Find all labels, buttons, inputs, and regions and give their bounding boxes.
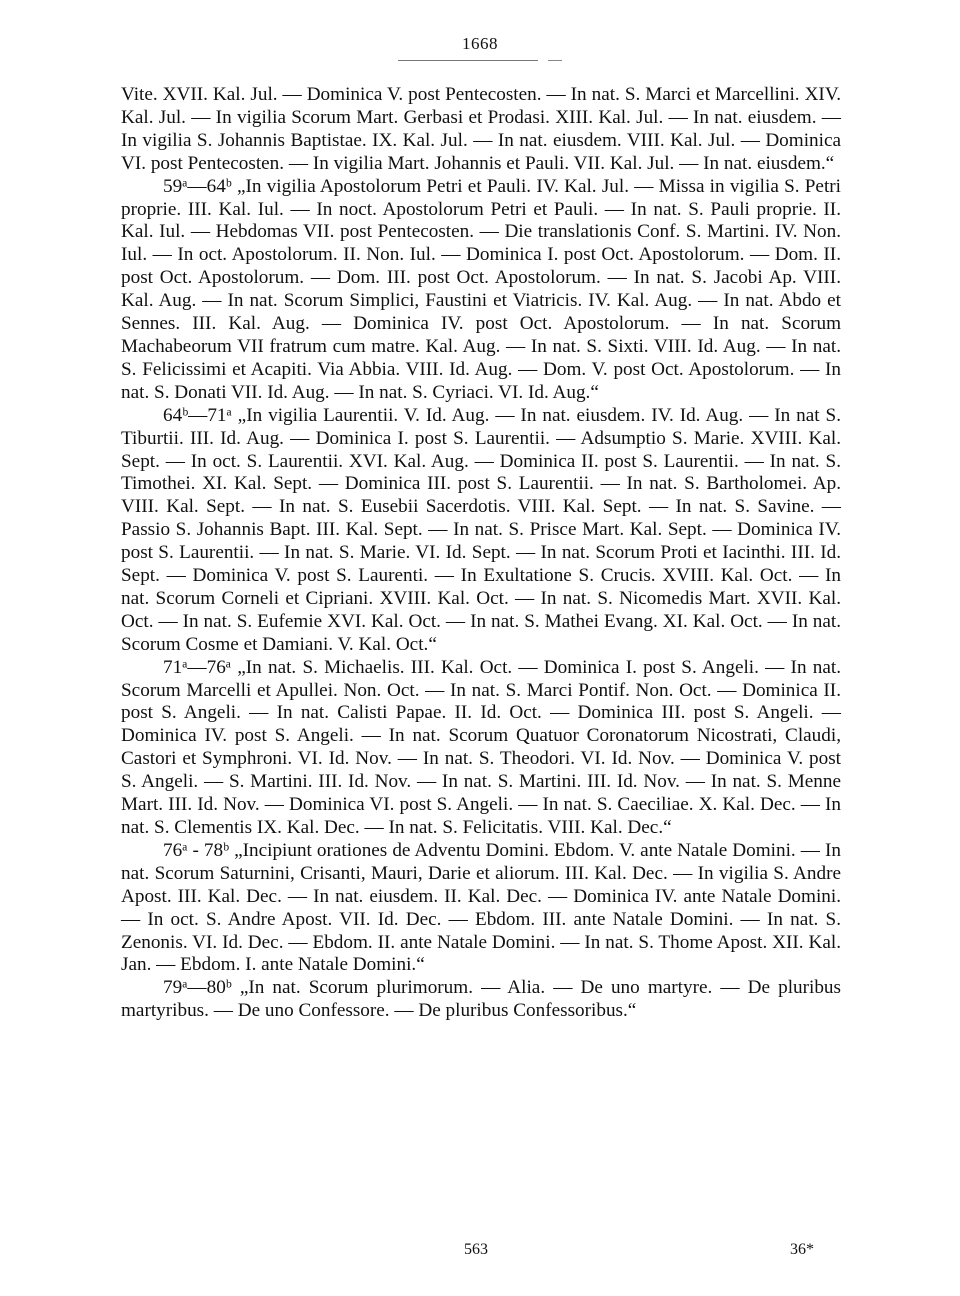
- body-text: [121, 84, 841, 1023]
- page-footer: [0, 1241, 960, 1265]
- header-rule-short: [548, 60, 562, 61]
- paragraph-71a-76a: 71ᵃ—76ᵃ „In nat. S. Michaelis. III. Kal. Oct. — Dominica I. post S. Angeli. — In nat. Scorum Marcelli et Apullei. Non. Oct. — In nat. S. Marci Pontif. Non. Oct. — Dominica II. post S. Angeli. — In nat. Calisti Papae. II. Id. Oct. — Dominica III. post S. Angeli. — Dominica IV. post S. Angeli. — In nat. Scorum Quatuor Coronatorum Nicostrati, Claudi, Castori et Symphroni. VI. Id. Nov. — In nat. S. Theodori. VI. Id. Nov. — Dominica V. post S. Angeli. — S. Martini. III. Id. Nov. — In nat. S. Martini. III. Id. Nov. — In nat. S. Menne Mart. III. Id. Nov. — Dominica VI. post S. Angeli. — In nat. S. Caeciliae. X. Kal. Dec. — In nat. S. Clementis IX. Kal. Dec. — In nat. S. Felicitatis. VIII. Kal. Dec.“: [121, 656, 841, 838]
- header-rule: [398, 60, 538, 61]
- paragraph-59a-64b: 59ᵃ—64ᵇ „In vigilia Apostolorum Petri et Pauli. IV. Kal. Jul. — Missa in vigilia S. Petri proprie. III. Kal. Iul. — In noct. Apostolorum Petri et Pauli. — In nat. S. Pauli proprie. II. Kal. Iul. — Hebdomas VII. post Pentecosten. — Die translationis Conf. S. Martini. IV. Non. Iul. — In oct. Apostolorum. II. Non. Iul. — Dominica I. post Oct. Apostolorum. — Dom. II. post Oct. Apostolorum. — Dom. III. post Oct. Apostolorum. — In nat. S. Jacobi Ap. VIII. Kal. Aug. — In nat. Scorum Simplici, Faustini et Viatricis. IV. Kal. Aug. — In nat. Abdo et Sennes. III. Kal. Aug. — Dominica IV. post Oct. Apostolorum. — In nat. Scorum Machabeorum VII fratrum cum matre. Kal. Aug. — In nat. S. Sixti. VIII. Id. Aug. — In nat. S. Felicissimi et Acapiti. Via Abbia. VIII. Id. Aug. — Dom. V. post Oct. Apostolorum. — In nat. S. Donati VII. Id. Aug. — In nat. S. Cyriaci. VI. Id. Aug.“: [121, 175, 841, 403]
- footer-page-number: 563: [464, 1241, 488, 1258]
- paragraph-76a-78b: 76ᵃ - 78ᵇ „Incipiunt orationes de Adventu Domini. Ebdom. V. ante Natale Domini. — In nat. Scorum Saturnini, Crisanti, Mauri, Darie et aliorum. III. Kal. Dec. — In vigilia S. Andre Apost. III. Kal. Dec. — In nat. eiusdem. II. Kal. Dec. — Dominica IV. ante Natale Domini. — In oct. S. Andre Apost. VII. Id. Dec. — Ebdom. III. ante Natale Domini. — In nat. S. Zenonis. VI. Id. Dec. — Ebdom. II. ante Natale Domini. — In nat. S. Thome Apost. XII. Kal. Jan. — Ebdom. I. ante Natale Domini.“: [121, 839, 841, 976]
- paragraph-64b-71a: 64ᵇ—71ᵃ „In vigilia Laurentii. V. Id. Aug. — In nat. eiusdem. IV. Id. Aug. — In nat S. Tiburtii. III. Id. Aug. — Dominica I. post S. Laurentii. — Adsumptio S. Marie. XVIII. Kal. Sept. — In oct. S. Laurentii. XVI. Kal. Aug. — Dominica II. post S. Laurentii. — In nat. S. Timothei. XI. Kal. Sept. — Dominica III. post S. Laurentii. — In nat. S. Bartholomei. Ap. VIII. Kal. Sept. — In nat. S. Eusebii Sacerdotis. VIII. Kal. Sept. — In nat. S. Savine. — Passio S. Johannis Bapt. III. Kal. Sept. — In nat. S. Prisce Mart. Kal. Sept. — Dominica IV. post S. Laurentii. — In nat. S. Marie. VI. Id. Sept. — In nat. Scorum Proti et Iacinthi. III. Id. Sept. — Dominica V. post S. Laurenti. — In Exultatione S. Crucis. XVIII. Kal. Oct. — In nat. Scorum Corneli et Cipriani. XVIII. Kal. Oct. — In nat. S. Nicomedis Mart. XVII. Kal. Oct. — In nat. S. Eufemie XVI. Kal. Oct. — In nat. S. Mathei Evang. XI. Kal. Oct. — In nat. Scorum Cosme et Damiani. V. Kal. Oct.“: [121, 404, 841, 655]
- page-number-top: 1668: [462, 34, 498, 53]
- paragraph-continuation: Vite. XVII. Kal. Jul. — Dominica V. post Pentecosten. — In nat. S. Marci et Marcellini. XIV. Kal. Jul. — In vigilia Scorum Mart. Gerbasi et Prodasi. XIII. Kal. Jul. — In nat. eiusdem. — In vigilia S. Johannis Baptistae. IX. Kal. Jul. — In nat. eiusdem. VIII. Kal. Jul. — Dominica VI. post Pentecosten. — In vigilia Mart. Johannis et Pauli. VII. Kal. Jul. — In nat. eiusdem.“: [121, 84, 841, 174]
- footer-signature-mark: 36*: [790, 1241, 814, 1258]
- paragraph-79a-80b: 79ᵃ—80ᵇ „In nat. Scorum plurimorum. — Alia. — De uno martyre. — De pluribus martyribus. — De uno Confessore. — De pluribus Confessoribus.“: [121, 977, 841, 1022]
